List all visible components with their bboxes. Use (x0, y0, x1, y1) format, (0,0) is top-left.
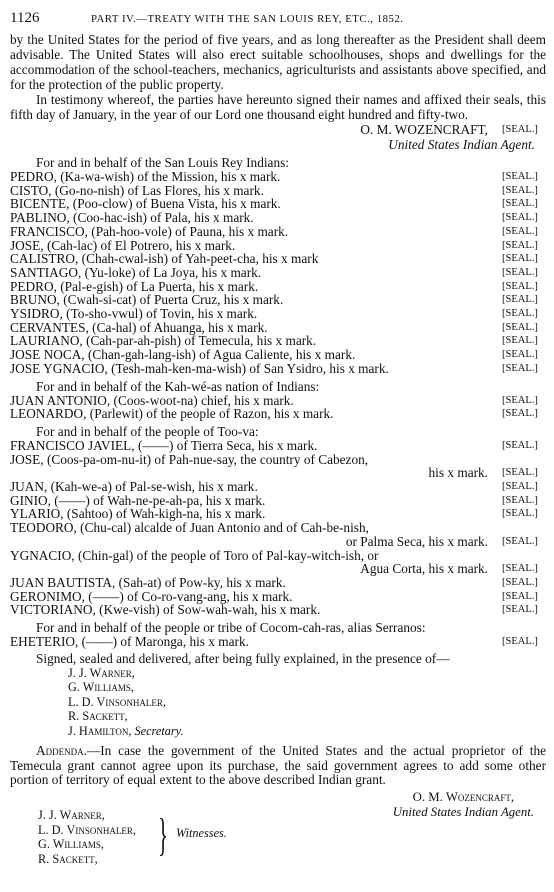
opening-paragraph: by the United States for the period of five years, and as long thereafter as the President shall deem advisable. The United States will also erect suitable schoolhouses, shops and dwellings for the accommodation of the school-teachers, mechanics, agriculturists and assistants above specified, and for the protection of the public property. (10, 32, 546, 92)
seal-mark: [SEAL.] (502, 321, 538, 333)
seal-mark: [SEAL.] (502, 212, 538, 224)
commissioner-title: United States Indian Agent. (388, 137, 535, 152)
seal-mark: [SEAL.] (502, 335, 538, 347)
seal-mark (502, 453, 546, 467)
signatory-name: PABLINO, (Coo-hac-ish) of Pala, his x mark. (10, 210, 254, 226)
signatory-row (10, 280, 546, 294)
seal-mark: [SEAL.] (502, 563, 538, 575)
signatory-groups (10, 155, 546, 649)
seal-mark: [SEAL.] (502, 308, 538, 320)
signatory-row (10, 453, 546, 467)
seal-mark: [SEAL.] (502, 535, 538, 547)
signatory-name: JOSE, (Cah-lac) of El Potrero, his x mark. (10, 237, 236, 253)
group-heading: For and in behalf of the people of Too-va: (36, 423, 259, 439)
signatory-name: FRANCISCO, (Pah-hoo-vole) of Pauna, his x mark. (10, 223, 289, 239)
signatory-row (10, 239, 546, 253)
witness-name: J. J. Warner, (68, 665, 135, 680)
signatory-name: CALISTRO, (Chah-cwal-ish) of Yah-peet-cha, his x mark (10, 251, 319, 267)
signatory-row (10, 480, 546, 494)
seal-mark: [SEAL.] (502, 636, 538, 648)
signatory-name: PEDRO, (Ka-wa-wish) of the Mission, his x mark. (10, 169, 281, 184)
signatory-name: GINIO, (——) of Wah-ne-pe-ah-pa, his x mark. (10, 492, 266, 508)
signatory-row (10, 590, 546, 604)
signatory-name: JUAN, (Kah-we-a) of Pal-se-wish, his x mark. (10, 479, 258, 495)
signatory-row (10, 362, 546, 376)
signatory-row (10, 576, 546, 590)
seal-mark: [SEAL.] (502, 266, 538, 278)
seal-mark: [SEAL.] (502, 171, 538, 182)
signatory-name: CERVANTES, (Ca-hal) of Ahuanga, his x mark. (10, 319, 268, 335)
signatory-row (10, 266, 546, 280)
signatory-name: BICENTE, (Poo-clow) of Buena Vista, his x mark. (10, 196, 281, 212)
commissioner-seal: [SEAL.] (502, 124, 538, 135)
signatory-name: PEDRO, (Pal-e-gish) of La Puerta, his x mark. (10, 278, 259, 294)
signatory-name: JUAN ANTONIO, (Coos-woot-na) chief, his x mark. (10, 392, 294, 408)
signatory-name: BRUNO, (Cwah-si-cat) of Puerta Cruz, his x mark. (10, 292, 284, 308)
signatory-name: VICTORIANO, (Kwe-vish) of Sow-wah-wah, his x mark. (10, 602, 321, 618)
signatory-continuation: his x mark. (428, 465, 488, 481)
seal-mark: [SEAL.] (502, 349, 538, 361)
signatory-name: YGNACIO, (Chin-gal) of the people of Toro of Pal-kay-witch-ish, or (10, 547, 379, 563)
signed-sealed-line: Signed, sealed and delivered, after being fully explained, in the presence of— (36, 650, 450, 666)
addenda-text: —In case the government of the United States and the actual proprietor of the Temecula grant cannot agree upon its purchase, the said government agrees to add some other portion of territory of equal extent to the above described Indian grant. (10, 743, 546, 788)
secretary-title: Secretary. (134, 723, 184, 738)
signatory-name: JOSE, (Coos-pa-om-nu-it) of Pah-nue-say, the country of Cabezon, (10, 451, 369, 467)
seal-mark: [SEAL.] (502, 198, 538, 210)
signatory-row (10, 170, 546, 184)
closing-witness: R. Sackett, (38, 852, 98, 867)
seal-mark: [SEAL.] (502, 604, 538, 616)
seal-mark: [SEAL.] (502, 362, 538, 374)
seal-mark (502, 521, 546, 535)
signatory-row (10, 321, 546, 335)
signatory-row (10, 334, 546, 348)
witnesses-label: Witnesses. (176, 826, 227, 841)
signatory-name: SANTIAGO, (Yu-loke) of La Joya, his x mark. (10, 264, 262, 280)
witness-name: L. D. Vinsonhaler, (68, 694, 166, 709)
signatory-row (10, 521, 546, 535)
seal-mark: [SEAL.] (502, 294, 538, 306)
seal-mark: [SEAL.] (502, 184, 538, 196)
closing-signature-title: United States Indian Agent. (392, 804, 534, 819)
seal-mark: [SEAL.] (502, 467, 538, 479)
signatory-row (10, 507, 546, 521)
signatory-row (10, 211, 546, 225)
seal-mark: [SEAL.] (502, 280, 538, 292)
closing-witness: J. J. Warner, (38, 808, 105, 823)
closing-signature (393, 790, 534, 819)
closing-witness-list (38, 808, 136, 867)
group-heading: For and in behalf of the people or tribe of Cocom-cah-ras, alias Serranos: (36, 620, 426, 636)
seal-mark: [SEAL.] (502, 253, 538, 265)
signatory-row (10, 549, 546, 563)
signatory-continuation: Agua Corta, his x mark. (360, 561, 488, 577)
page-header (10, 10, 546, 32)
signatory-name: JOSE NOCA, (Chan-gah-lang-ish) of Agua Caliente, his x mark. (10, 347, 356, 363)
document-page (10, 10, 546, 885)
signatory-name: EHETERIO, (——) of Maronga, his x mark. (10, 634, 249, 650)
addenda-label: Addenda. (36, 743, 87, 759)
seal-mark: [SEAL.] (502, 408, 538, 420)
signatory-row (10, 535, 546, 549)
signatory-row (10, 603, 546, 617)
page-number: 1126 (10, 10, 40, 26)
signatory-row (10, 197, 546, 211)
signatory-row (10, 225, 546, 239)
commissioner-signature (10, 122, 546, 137)
signatory-row (10, 466, 546, 480)
seal-mark (502, 549, 546, 563)
signatory-name: TEODORO, (Chu-cal) alcalde of Juan Antonio and of Cah-be-nish, (10, 520, 369, 536)
closing-witness: G. Williams, (38, 837, 104, 852)
signatory-row (10, 494, 546, 508)
signatory-row (10, 293, 546, 307)
signatory-row (10, 407, 546, 421)
signatory-name: YLARIO, (Sahtoo) of Wah-kigh-na, his x mark. (10, 506, 266, 522)
secretary-line (10, 724, 546, 739)
running-title: PART IV.—TREATY WITH THE SAN LOUIS REY, ETC., 1852. (91, 13, 404, 25)
seal-mark: [SEAL.] (502, 494, 538, 506)
seal-mark: [SEAL.] (502, 439, 538, 451)
seal-mark: [SEAL.] (502, 225, 538, 237)
witness-brace: } (158, 809, 168, 861)
signatory-row (10, 562, 546, 576)
signatory-row (10, 348, 546, 362)
addenda-paragraph (10, 744, 546, 788)
signatory-name: LEONARDO, (Parlewit) of the people of Razon, his x mark. (10, 406, 334, 422)
testimony-paragraph: In testimony whereof, the parties have hereunto signed their names and affixed their seals, this fifth day of January, in the year of our Lord one thousand eight hundred and fifty-two. (10, 92, 546, 122)
seal-mark: [SEAL.] (502, 394, 538, 406)
signatory-name: FRANCISCO JAVIEL, (——) of Tierra Seca, his x mark. (10, 437, 318, 453)
witness-name: R. Sackett, (68, 709, 128, 724)
group-heading: For and in behalf of the San Louis Rey Indians: (36, 155, 289, 170)
signatory-name: JOSE YGNACIO, (Tesh-mah-ken-ma-wish) of San Ysidro, his x mark. (10, 360, 389, 376)
signatory-name: LAURIANO, (Cah-par-ah-pish) of Temecula, his x mark. (10, 333, 317, 349)
closing-witness: L. D. Vinsonhaler, (38, 822, 136, 837)
seal-mark: [SEAL.] (502, 508, 538, 520)
seal-mark: [SEAL.] (502, 576, 538, 588)
signatory-name: GERONIMO, (——) of Co-ro-vang-ang, his x mark. (10, 588, 293, 604)
witness-name: J. Hamilton, (68, 723, 132, 738)
seal-mark: [SEAL.] (502, 481, 538, 493)
signatory-name: YSIDRO, (To-sho-vwul) of Tovin, his x mark. (10, 306, 258, 322)
closing-signature-name: O. M. Wozencraft, (412, 790, 515, 805)
signatory-row (10, 307, 546, 321)
signatory-row (10, 252, 546, 266)
signatory-name: CISTO, (Go-no-nish) of Las Flores, his x mark. (10, 182, 264, 198)
group-heading: For and in behalf of the Kah-wé-as nation of Indians: (36, 378, 320, 394)
commissioner-name: O. M. WOZENCRAFT, (360, 122, 488, 137)
witness-name: G. Williams, (68, 680, 134, 695)
closing-block (10, 790, 546, 885)
seal-mark: [SEAL.] (502, 590, 538, 602)
signatory-row (10, 439, 546, 453)
signatory-row (10, 184, 546, 198)
signatory-row (10, 394, 546, 408)
signatory-continuation: or Palma Seca, his x mark. (345, 533, 488, 549)
seal-mark: [SEAL.] (502, 239, 538, 251)
signatory-row (10, 635, 546, 649)
signatory-name: JUAN BAUTISTA, (Sah-at) of Pow-ky, his x mark. (10, 574, 286, 590)
